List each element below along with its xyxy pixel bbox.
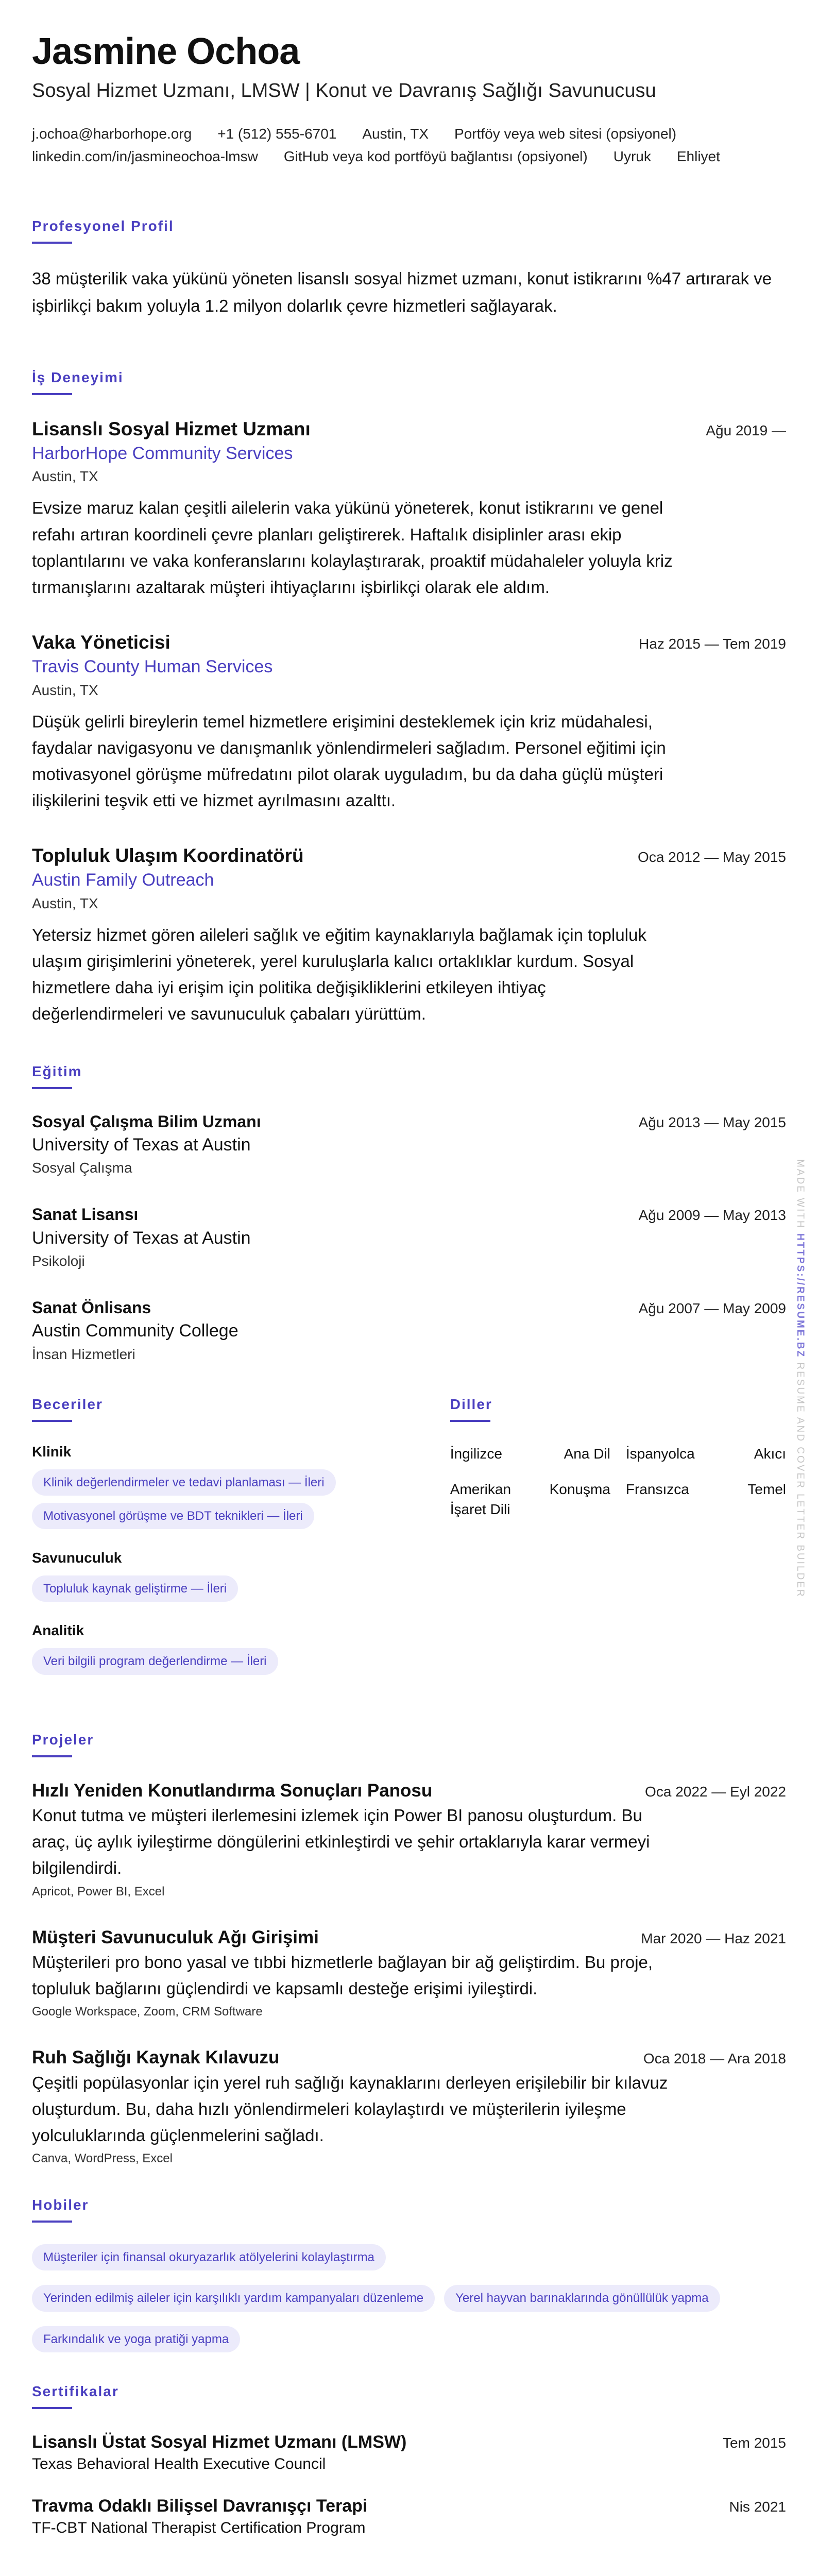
watermark-suffix: RESUME AND COVER LETTER BUILDER xyxy=(795,1362,806,1598)
resume-header xyxy=(32,33,786,168)
hobby-pill: Yerel hayvan barınaklarında gönüllülük yapma xyxy=(444,2285,720,2311)
education-section xyxy=(32,1063,786,1365)
project-date: Oca 2018 — Ara 2018 xyxy=(643,2050,786,2067)
language-grid xyxy=(450,1444,786,1520)
section-title-skills: Beceriler xyxy=(32,1396,103,1412)
section-rule xyxy=(32,393,72,395)
contact-website[interactable]: Portföy veya web sitesi (opsiyonel) xyxy=(454,125,677,142)
section-title-experience: İş Deneyimi xyxy=(32,369,124,385)
profile-summary: 38 müşterilik vaka yükünü yöneten lisanslı sosyal hizmet uzmanı, konut istikrarını %47 artırarak ve işbirlikçi bakım yoluyla 1.2 milyon dolarlık çevre hizmetleri sağlayarak. xyxy=(32,269,772,315)
certification-name: Travma Odaklı Bilişsel Davranışçı Terapi xyxy=(32,2496,368,2516)
certifications-section xyxy=(32,2383,786,2539)
hobby-pill: Farkındalık ve yoga pratiği yapma xyxy=(32,2326,240,2352)
contact-row-2 xyxy=(32,145,786,168)
certification-name: Lisanslı Üstat Sosyal Hizmet Uzmanı (LMSW) xyxy=(32,2432,407,2452)
section-rule xyxy=(32,242,72,244)
experience-section xyxy=(32,369,786,1027)
education-entry xyxy=(32,1204,786,1272)
degree-title: Sanat Lisansı xyxy=(32,1205,139,1224)
experience-entry xyxy=(32,630,786,814)
language-item xyxy=(450,1444,610,1464)
watermark-link[interactable]: HTTPS://RESUME.BZ xyxy=(795,1233,806,1359)
language-item xyxy=(450,1479,610,1519)
project-tools: Apricot, Power BI, Excel xyxy=(32,1884,165,1899)
language-name: Amerikan İşaret Dili xyxy=(450,1481,512,1518)
builder-watermark xyxy=(790,1159,811,1598)
candidate-headline: Sosyal Hizmet Uzmanı, LMSW | Konut ve Davranış Sağlığı Savunucusu xyxy=(32,80,656,101)
hobbies-section xyxy=(32,2197,786,2352)
section-rule xyxy=(450,1420,490,1422)
study-field: İnsan Hizmetleri xyxy=(32,1346,135,1362)
project-description: Konut tutma ve müşteri ilerlemesini izlemek için Power BI panosu oluşturdum. Bu araç, üç aylık iyileştirme döngülerini etkinleştirdi ve şehir ortaklarıyla karar vermeyi bilgilendirdi. xyxy=(32,1806,650,1878)
project-entry xyxy=(32,2046,786,2166)
skills-languages-row xyxy=(32,1396,786,1696)
job-description: Yetersiz hizmet gören aileleri sağlık ve eğitim kaynaklarıyla bağlamak için topluluk ulaşım girişimlerini yöneterek, yerel kuruluşlarla kalıcı ortaklıklar kurdum. Sosyal hizmetlere daha iyi erişim için politika değişikliklerini etkileyen ihtiyaç değerlendirmeleri ve savunuculuk çabaları yürüttüm. xyxy=(32,925,646,1024)
degree-date: Ağu 2009 — May 2013 xyxy=(638,1207,786,1224)
skills-section xyxy=(32,1396,388,1696)
study-field: Psikoloji xyxy=(32,1253,85,1269)
certification-date: Tem 2015 xyxy=(723,2434,786,2451)
project-tools: Google Workspace, Zoom, CRM Software xyxy=(32,2005,263,2019)
skill-category: Klinik xyxy=(32,1443,72,1460)
skill-pills xyxy=(32,1575,388,1602)
hobby-pill: Yerinden edilmiş aileler için karşılıklı yardım kampanyaları düzenleme xyxy=(32,2285,435,2311)
project-date: Oca 2022 — Eyl 2022 xyxy=(645,1783,786,1800)
section-title-certifications: Sertifikalar xyxy=(32,2383,119,2399)
projects-section xyxy=(32,1732,786,2166)
project-name: Hızlı Yeniden Konutlandırma Sonuçları Panosu xyxy=(32,1780,433,1801)
language-level: Konuşma xyxy=(549,1481,610,1498)
section-title-projects: Projeler xyxy=(32,1731,94,1748)
school-name: University of Texas at Austin xyxy=(32,1228,251,1248)
job-company: Travis County Human Services xyxy=(32,657,273,677)
profile-section xyxy=(32,218,786,320)
language-level: Temel xyxy=(747,1481,786,1498)
language-level: Akıcı xyxy=(754,1445,786,1462)
job-location: Austin, TX xyxy=(32,468,98,485)
hobby-pills xyxy=(32,2244,784,2352)
job-title: Lisanslı Sosyal Hizmet Uzmanı xyxy=(32,418,311,439)
languages-section xyxy=(450,1396,786,1696)
project-entry xyxy=(32,1779,786,1899)
contact-email[interactable]: j.ochoa@harborhope.org xyxy=(32,125,192,142)
section-rule xyxy=(32,1087,72,1089)
project-date: Mar 2020 — Haz 2021 xyxy=(641,1930,786,1946)
skill-category: Savunuculuk xyxy=(32,1550,122,1566)
job-date: Haz 2015 — Tem 2019 xyxy=(639,636,786,652)
watermark-prefix: MADE WITH xyxy=(795,1159,806,1229)
language-name: İspanyolca xyxy=(625,1445,695,1462)
contact-nationality: Uyruk xyxy=(613,148,651,165)
project-tools: Canva, WordPress, Excel xyxy=(32,2151,173,2166)
project-name: Ruh Sağlığı Kaynak Kılavuzu xyxy=(32,2047,280,2068)
job-company: Austin Family Outreach xyxy=(32,870,214,890)
language-item xyxy=(626,1444,786,1464)
certification-entry xyxy=(32,2431,786,2475)
project-entry xyxy=(32,1926,786,2020)
school-name: University of Texas at Austin xyxy=(32,1134,251,1155)
contact-license: Ehliyet xyxy=(676,148,720,165)
skill-category: Analitik xyxy=(32,1622,84,1639)
degree-date: Ağu 2007 — May 2009 xyxy=(638,1300,786,1317)
education-entry xyxy=(32,1111,786,1179)
degree-date: Ağu 2013 — May 2015 xyxy=(638,1114,786,1130)
section-rule xyxy=(32,2407,72,2409)
job-location: Austin, TX xyxy=(32,895,98,911)
job-company: HarborHope Community Services xyxy=(32,443,293,463)
section-rule xyxy=(32,1755,72,1757)
skill-pills xyxy=(32,1469,388,1529)
candidate-name: Jasmine Ochoa xyxy=(32,31,300,72)
language-item xyxy=(626,1479,786,1519)
skill-pill: Klinik değerlendirmeler ve tedavi planlaması — İleri xyxy=(32,1469,336,1496)
project-description: Müşterileri pro bono yasal ve tıbbi hizmetlerle bağlayan bir ağ geliştirdim. Bu proje, topluluk bağlarını güçlendirdi ve kapsamlı desteğe erişimi iyileştirdi. xyxy=(32,1953,653,1998)
degree-title: Sosyal Çalışma Bilim Uzmanı xyxy=(32,1112,261,1131)
hobby-pill: Müşteriler için finansal okuryazarlık atölyelerini kolaylaştırma xyxy=(32,2244,386,2270)
contact-linkedin[interactable]: linkedin.com/in/jasmineochoa-lmsw xyxy=(32,148,258,165)
language-level: Ana Dil xyxy=(564,1445,610,1462)
section-rule xyxy=(32,1420,72,1422)
contact-row-1 xyxy=(32,123,786,146)
degree-title: Sanat Önlisans xyxy=(32,1298,151,1317)
job-description: Evsize maruz kalan çeşitli ailelerin vaka yükünü yöneterek, konut istikrarını ve genel refahı artıran koordineli çevre planları geliştirerek. Haftalık disiplinler arası ekip toplantılarını ve vaka konferanslarını kolaylaştırarak, proaktif müdahaleler yoluyla kriz tırmanışlarını azaltarak müşteri ihtiyaçlarını işbirlikçi olarak ele aldım. xyxy=(32,498,673,597)
language-name: İngilizce xyxy=(450,1445,502,1462)
section-title-education: Eğitim xyxy=(32,1063,82,1079)
experience-entry xyxy=(32,843,786,1027)
school-name: Austin Community College xyxy=(32,1321,238,1341)
job-date: Oca 2012 — May 2015 xyxy=(638,849,786,866)
certification-issuer: Texas Behavioral Health Executive Council xyxy=(32,2455,326,2472)
certification-entry xyxy=(32,2495,786,2539)
study-field: Sosyal Çalışma xyxy=(32,1160,132,1176)
job-title: Vaka Yöneticisi xyxy=(32,632,171,653)
section-title-hobbies: Hobiler xyxy=(32,2197,89,2213)
contact-github[interactable]: GitHub veya kod portföyü bağlantısı (opsiyonel) xyxy=(283,148,588,165)
contact-phone[interactable]: +1 (512) 555-6701 xyxy=(217,125,337,142)
language-name: Fransızca xyxy=(625,1481,689,1498)
job-location: Austin, TX xyxy=(32,682,98,698)
project-description: Çeşitli popülasyonlar için yerel ruh sağlığı kaynaklarını derleyen erişilebilir bir kılavuz oluşturdum. Bu, daha hızlı yönlendirmeleri kolaylaştırdı ve müşterilerin iyileşme yolculuklarında güçlenmelerini sağladı. xyxy=(32,2073,668,2145)
contact-location: Austin, TX xyxy=(362,125,429,142)
section-rule xyxy=(32,2221,72,2223)
section-title-profile: Profesyonel Profil xyxy=(32,218,174,234)
project-name: Müşteri Savunuculuk Ağı Girişimi xyxy=(32,1927,319,1947)
skill-pill: Veri bilgili program değerlendirme — İleri xyxy=(32,1648,278,1674)
skill-pill: Motivasyonel görüşme ve BDT teknikleri — İleri xyxy=(32,1503,314,1529)
skill-pills xyxy=(32,1648,388,1674)
skill-pill: Topluluk kaynak geliştirme — İleri xyxy=(32,1575,238,1602)
certification-issuer: TF-CBT National Therapist Certification Program xyxy=(32,2519,366,2537)
section-title-languages: Diller xyxy=(450,1396,492,1412)
job-description: Düşük gelirli bireylerin temel hizmetlere erişimini desteklemek için kriz müdahalesi, faydalar navigasyonu ve danışmanlık yönlendirmeleri sağladım. Personel eğitimi için motivasyonel görüşme müfredatını pilot olarak uyguladım, bu da daha güçlü müşteri ilişkilerini teşvik etti ve hizmet ayrılmasını azalttı. xyxy=(32,711,666,810)
experience-entry xyxy=(32,417,786,600)
job-date: Ağu 2019 — xyxy=(706,422,786,438)
job-title: Topluluk Ulaşım Koordinatörü xyxy=(32,845,304,867)
education-entry xyxy=(32,1297,786,1365)
certification-date: Nis 2021 xyxy=(729,2499,786,2515)
